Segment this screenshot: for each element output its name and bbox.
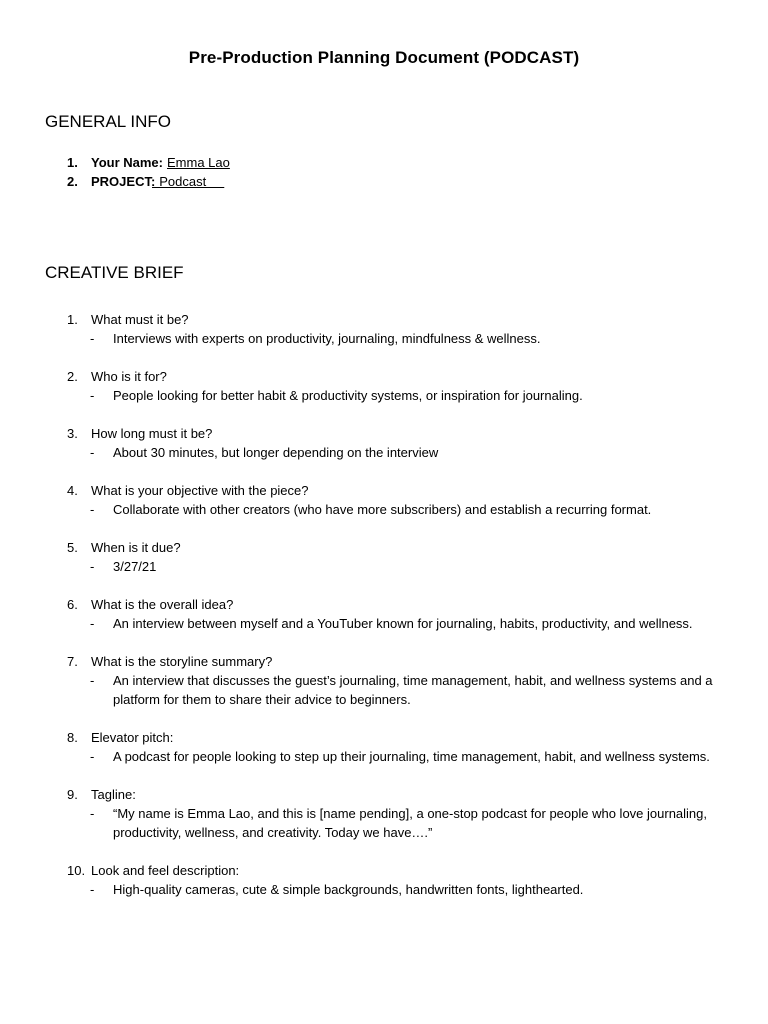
list-number: 6.	[67, 597, 78, 612]
bullet-dash: -	[90, 445, 95, 460]
answer-text: A podcast for people looking to step up their journaling, time management, habit, and wellness systems.	[113, 749, 710, 764]
brief-item-8	[0, 728, 768, 766]
list-number: 7.	[67, 654, 78, 669]
list-number: 1.	[67, 312, 78, 327]
general-info-item-name	[0, 153, 768, 172]
creative-brief-heading: CREATIVE BRIEF	[45, 263, 184, 282]
bullet-dash: -	[90, 673, 95, 688]
question-text: Look and feel description:	[91, 863, 240, 878]
answer-text: 3/27/21	[113, 559, 157, 574]
bullet-dash: -	[90, 559, 95, 574]
answer-text: High-quality cameras, cute & simple backgrounds, handwritten fonts, lighthearted.	[113, 882, 584, 897]
list-number: 10.	[67, 863, 86, 878]
general-info-item-project	[0, 172, 768, 191]
brief-item-6	[0, 595, 768, 633]
project-label: PROJECT:	[91, 174, 156, 189]
answer-text: People looking for better habit & productivity systems, or inspiration for journaling.	[113, 388, 583, 403]
bullet-dash: -	[90, 388, 95, 403]
brief-item-5	[0, 538, 768, 576]
bullet-dash: -	[90, 806, 95, 821]
list-number: 4.	[67, 483, 78, 498]
answer-text: An interview that discusses the guest’s journaling, time management, habit, and wellness systems and a platform for them to share their advice to beginners.	[113, 673, 713, 707]
brief-item-1	[0, 310, 768, 348]
list-number: 2.	[67, 369, 78, 384]
creative-brief-list	[0, 310, 768, 918]
bullet-dash: -	[90, 882, 95, 897]
brief-item-10	[0, 861, 768, 899]
question-text: Tagline:	[91, 787, 136, 802]
list-number: 3.	[67, 426, 78, 441]
brief-item-3	[0, 424, 768, 462]
brief-item-2	[0, 367, 768, 405]
question-text: What must it be?	[91, 312, 189, 327]
brief-item-7	[0, 652, 768, 709]
question-text: What is the storyline summary?	[91, 654, 273, 669]
general-info-list	[0, 153, 768, 191]
question-text: What is the overall idea?	[91, 597, 234, 612]
general-info-heading: GENERAL INFO	[45, 112, 171, 131]
question-text: What is your objective with the piece?	[91, 483, 309, 498]
question-text: Elevator pitch:	[91, 730, 174, 745]
brief-item-4	[0, 481, 768, 519]
answer-text: “My name is Emma Lao, and this is [name pending], a one-stop podcast for people who love journaling, productivity, wellness, and creativity. Today we have….”	[113, 806, 708, 840]
question-text: How long must it be?	[91, 426, 213, 441]
list-number: 1.	[67, 155, 78, 170]
name-value: Emma Lao	[167, 155, 230, 170]
answer-text: Collaborate with other creators (who have more subscribers) and establish a recurring format.	[113, 502, 652, 517]
project-value: Podcast	[152, 174, 225, 189]
brief-item-9	[0, 785, 768, 842]
bullet-dash: -	[90, 749, 95, 764]
bullet-dash: -	[90, 616, 95, 631]
question-text: When is it due?	[91, 540, 181, 555]
question-text: Who is it for?	[91, 369, 167, 384]
list-number: 2.	[67, 174, 78, 189]
answer-text: An interview between myself and a YouTuber known for journaling, habits, productivity, and wellness.	[113, 616, 693, 631]
list-number: 9.	[67, 787, 78, 802]
bullet-dash: -	[90, 331, 95, 346]
list-number: 5.	[67, 540, 78, 555]
name-label: Your Name:	[91, 155, 163, 170]
answer-text: About 30 minutes, but longer depending on the interview	[113, 445, 439, 460]
answer-text: Interviews with experts on productivity, journaling, mindfulness & wellness.	[113, 331, 541, 346]
bullet-dash: -	[90, 502, 95, 517]
document-title: Pre-Production Planning Document (PODCAST)	[188, 48, 580, 67]
list-number: 8.	[67, 730, 78, 745]
